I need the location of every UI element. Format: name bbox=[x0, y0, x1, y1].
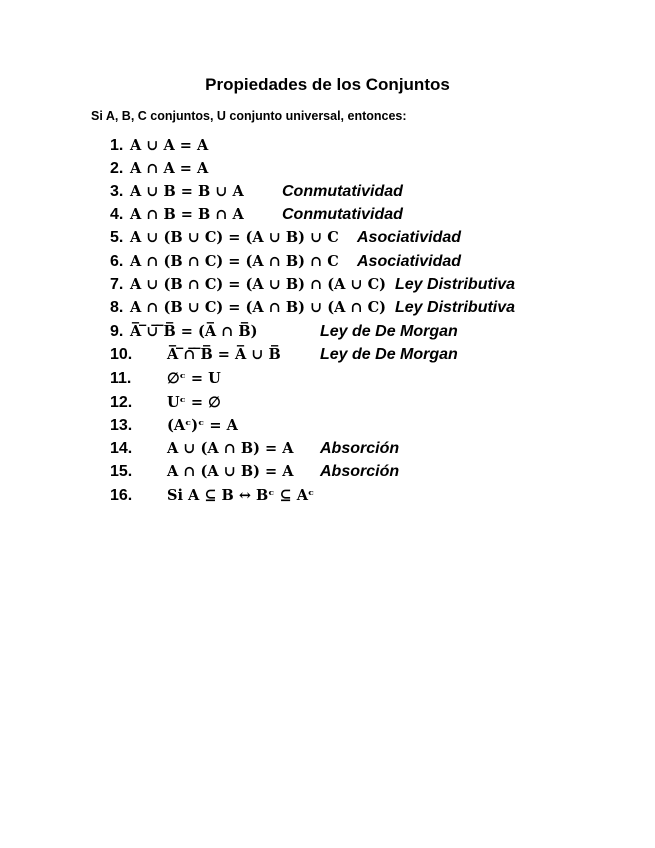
item-number: 2. bbox=[110, 160, 124, 177]
item-formula: A ∪ B = B ∪ A bbox=[130, 183, 244, 200]
item-property-label: Asociatividad bbox=[357, 253, 462, 270]
item-property-label: Ley de De Morgan bbox=[320, 323, 458, 340]
item-formula: A̅ ̅∩̅ ̅B̅ = A̅ ∪ B̅ bbox=[167, 346, 281, 363]
property-item-1 bbox=[110, 135, 209, 157]
item-number: 11. bbox=[110, 370, 132, 387]
item-formula: A ∩ (B ∩ C) = (A ∩ B) ∩ C bbox=[130, 253, 339, 270]
item-property-label: Conmutatividad bbox=[282, 183, 403, 200]
item-number: 9. bbox=[110, 323, 124, 340]
property-item-5 bbox=[110, 227, 462, 249]
item-number: 16. bbox=[110, 487, 133, 504]
item-number: 15. bbox=[110, 463, 133, 480]
item-formula: A ∩ B = B ∩ A bbox=[130, 206, 244, 223]
property-item-15 bbox=[110, 461, 400, 483]
item-number: 8. bbox=[110, 299, 124, 316]
item-property-label: Absorción bbox=[320, 463, 400, 480]
item-formula: Si A ⊆ B ↔ Bᶜ ⊆ Aᶜ bbox=[167, 487, 315, 504]
property-item-2 bbox=[110, 158, 209, 180]
property-item-7 bbox=[110, 274, 516, 296]
property-item-9 bbox=[110, 321, 458, 343]
item-formula: A ∪ (B ∩ C) = (A ∪ B) ∩ (A ∪ C) bbox=[130, 276, 386, 293]
item-formula: (Aᶜ)ᶜ = A bbox=[167, 417, 238, 434]
item-formula: A̅ ̅∪̅ ̅B̅ = (A̅ ∩ B̅) bbox=[130, 323, 258, 340]
property-item-6 bbox=[110, 251, 462, 273]
item-formula: A ∩ (B ∪ C) = (A ∩ B) ∪ (A ∩ C) bbox=[130, 299, 386, 316]
item-property-label: Absorción bbox=[320, 440, 400, 457]
item-number: 1. bbox=[110, 137, 124, 154]
item-formula: A ∪ A = A bbox=[130, 137, 209, 154]
item-property-label: Conmutatividad bbox=[282, 206, 403, 223]
item-number: 12. bbox=[110, 394, 133, 411]
property-item-16 bbox=[110, 485, 315, 507]
item-formula: A ∩ (A ∪ B) = A bbox=[167, 463, 294, 480]
intro-text: Si A, B, C conjuntos, U conjunto universal, entonces: bbox=[91, 109, 407, 123]
property-item-11 bbox=[110, 368, 221, 390]
item-property-label: Asociatividad bbox=[357, 229, 462, 246]
item-number: 10. bbox=[110, 346, 133, 363]
property-item-3 bbox=[110, 181, 403, 203]
page-title: Propiedades de los Conjuntos bbox=[205, 75, 450, 94]
property-item-14 bbox=[110, 438, 400, 460]
property-item-12 bbox=[110, 392, 221, 414]
item-formula: ∅ᶜ = U bbox=[167, 370, 221, 387]
item-formula: A ∪ (A ∩ B) = A bbox=[167, 440, 294, 457]
item-number: 4. bbox=[110, 206, 124, 223]
item-formula: A ∩ A = A bbox=[130, 160, 209, 177]
item-number: 3. bbox=[110, 183, 124, 200]
item-number: 13. bbox=[110, 417, 133, 434]
item-number: 7. bbox=[110, 276, 124, 293]
property-item-8 bbox=[110, 297, 516, 319]
item-number: 5. bbox=[110, 229, 124, 246]
property-item-13 bbox=[110, 415, 238, 437]
property-item-10 bbox=[110, 344, 458, 366]
property-item-4 bbox=[110, 204, 403, 226]
item-property-label: Ley Distributiva bbox=[395, 299, 516, 316]
item-property-label: Ley de De Morgan bbox=[320, 346, 458, 363]
item-number: 14. bbox=[110, 440, 133, 457]
item-property-label: Ley Distributiva bbox=[395, 276, 516, 293]
item-number: 6. bbox=[110, 253, 124, 270]
item-formula: Uᶜ = ∅ bbox=[167, 394, 221, 411]
item-formula: A ∪ (B ∪ C) = (A ∪ B) ∪ C bbox=[130, 229, 339, 246]
